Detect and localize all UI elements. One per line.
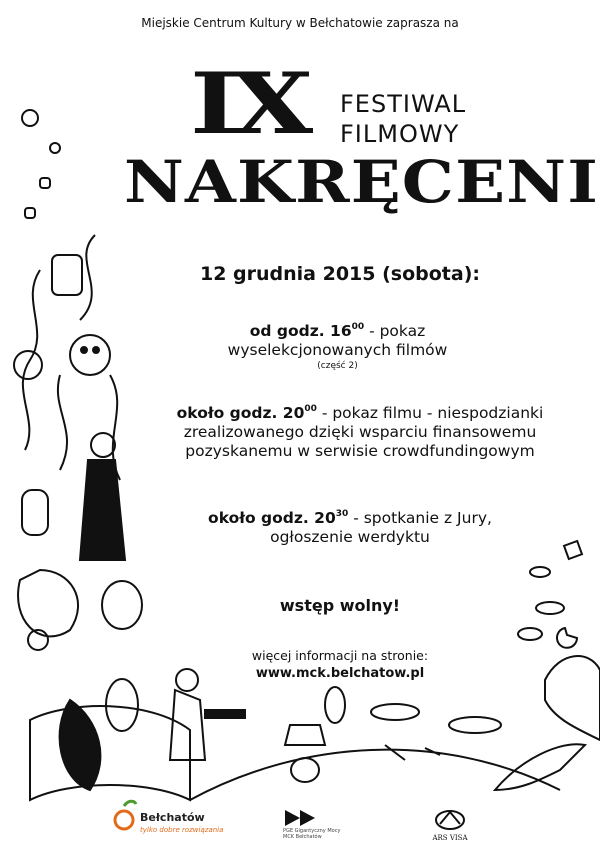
event-2-desc: - pokaz filmu - niespodzianki	[316, 404, 544, 422]
playing-card	[564, 541, 582, 559]
event-3-line2: ogłoszenie werdyktu	[270, 528, 430, 546]
pge-logo-text: PGE Gigantyczny Mocy MCK Bełchatów	[283, 828, 341, 840]
belchatow-logo-tagline: tylko dobre rozwiązania	[140, 826, 224, 834]
event-3-time: około godz. 20	[208, 509, 336, 527]
event-3	[165, 505, 535, 547]
witch	[545, 656, 600, 740]
event-1-line2: wyselekcjonowanych filmów	[227, 341, 448, 359]
ufo-2	[518, 628, 542, 640]
event-2-minutes: 00	[304, 404, 317, 414]
airship-1	[371, 704, 419, 720]
tentacle-left	[23, 270, 40, 450]
man-head	[91, 433, 115, 457]
event-date: 12 grudnia 2015 (sobota):	[199, 263, 480, 285]
belchatow-logo-name: Bełchatów	[140, 811, 205, 824]
gun	[205, 710, 245, 718]
ghost-small-1	[40, 178, 50, 188]
event-3-minutes: 30	[335, 509, 349, 519]
balloon	[325, 687, 345, 723]
event-1-minutes: 00	[351, 322, 365, 332]
bubble-2	[50, 143, 60, 153]
ufo-small	[530, 567, 550, 577]
monster-left	[18, 570, 78, 636]
event-2-line2: zrealizowanego dzięki wsparciu finansowemu	[183, 423, 537, 441]
event-3-desc: - spotkanie z Jury,	[348, 509, 492, 527]
pge-logo	[285, 810, 315, 826]
crocodile	[495, 744, 585, 790]
submarine-tower	[285, 725, 325, 745]
title-festiwal: FESTIWAL	[340, 90, 467, 118]
event-2-line3: pozyskanemu w serwisie crowdfundingowym	[185, 442, 535, 460]
octopus-head	[70, 335, 110, 375]
event-2-time: około godz. 20	[176, 404, 305, 422]
bubble-1	[22, 110, 38, 126]
robot-droid	[22, 490, 48, 535]
title-filmowy: FILMOWY	[340, 120, 460, 148]
ufo-1	[536, 602, 564, 614]
website-link[interactable]: www.mck.belchatow.pl	[255, 666, 425, 681]
belchatow-logo	[115, 801, 136, 829]
ghost-small-2	[25, 208, 35, 218]
gunman	[170, 690, 205, 760]
admission-free: wstęp wolny!	[279, 596, 401, 615]
pacman-icon	[557, 628, 577, 648]
porthole	[291, 758, 319, 782]
airship-2	[449, 717, 501, 733]
event-1	[200, 318, 475, 360]
dark-figure	[60, 700, 101, 790]
bald-character	[102, 581, 142, 629]
event-2	[150, 400, 570, 461]
event-1-time: od godz. 16	[249, 322, 352, 340]
ground-mound	[190, 750, 560, 800]
scream-mask	[106, 679, 138, 731]
arsvisa-logo-text: ARS VISA	[432, 834, 468, 842]
festival-name: NAKRĘCENI	[124, 148, 600, 216]
character-top	[52, 255, 82, 295]
presenter-line: Miejskie Centrum Kultury w Bełchatowie zaprasza na	[141, 16, 459, 30]
title-roman-numeral: IX	[190, 54, 306, 153]
arsvisa-logo	[436, 811, 464, 829]
event-1-note: (część 2)	[317, 361, 358, 371]
event-1-desc: - pokaz	[364, 322, 426, 340]
more-info-label: więcej informacji na stronie:	[251, 648, 429, 663]
